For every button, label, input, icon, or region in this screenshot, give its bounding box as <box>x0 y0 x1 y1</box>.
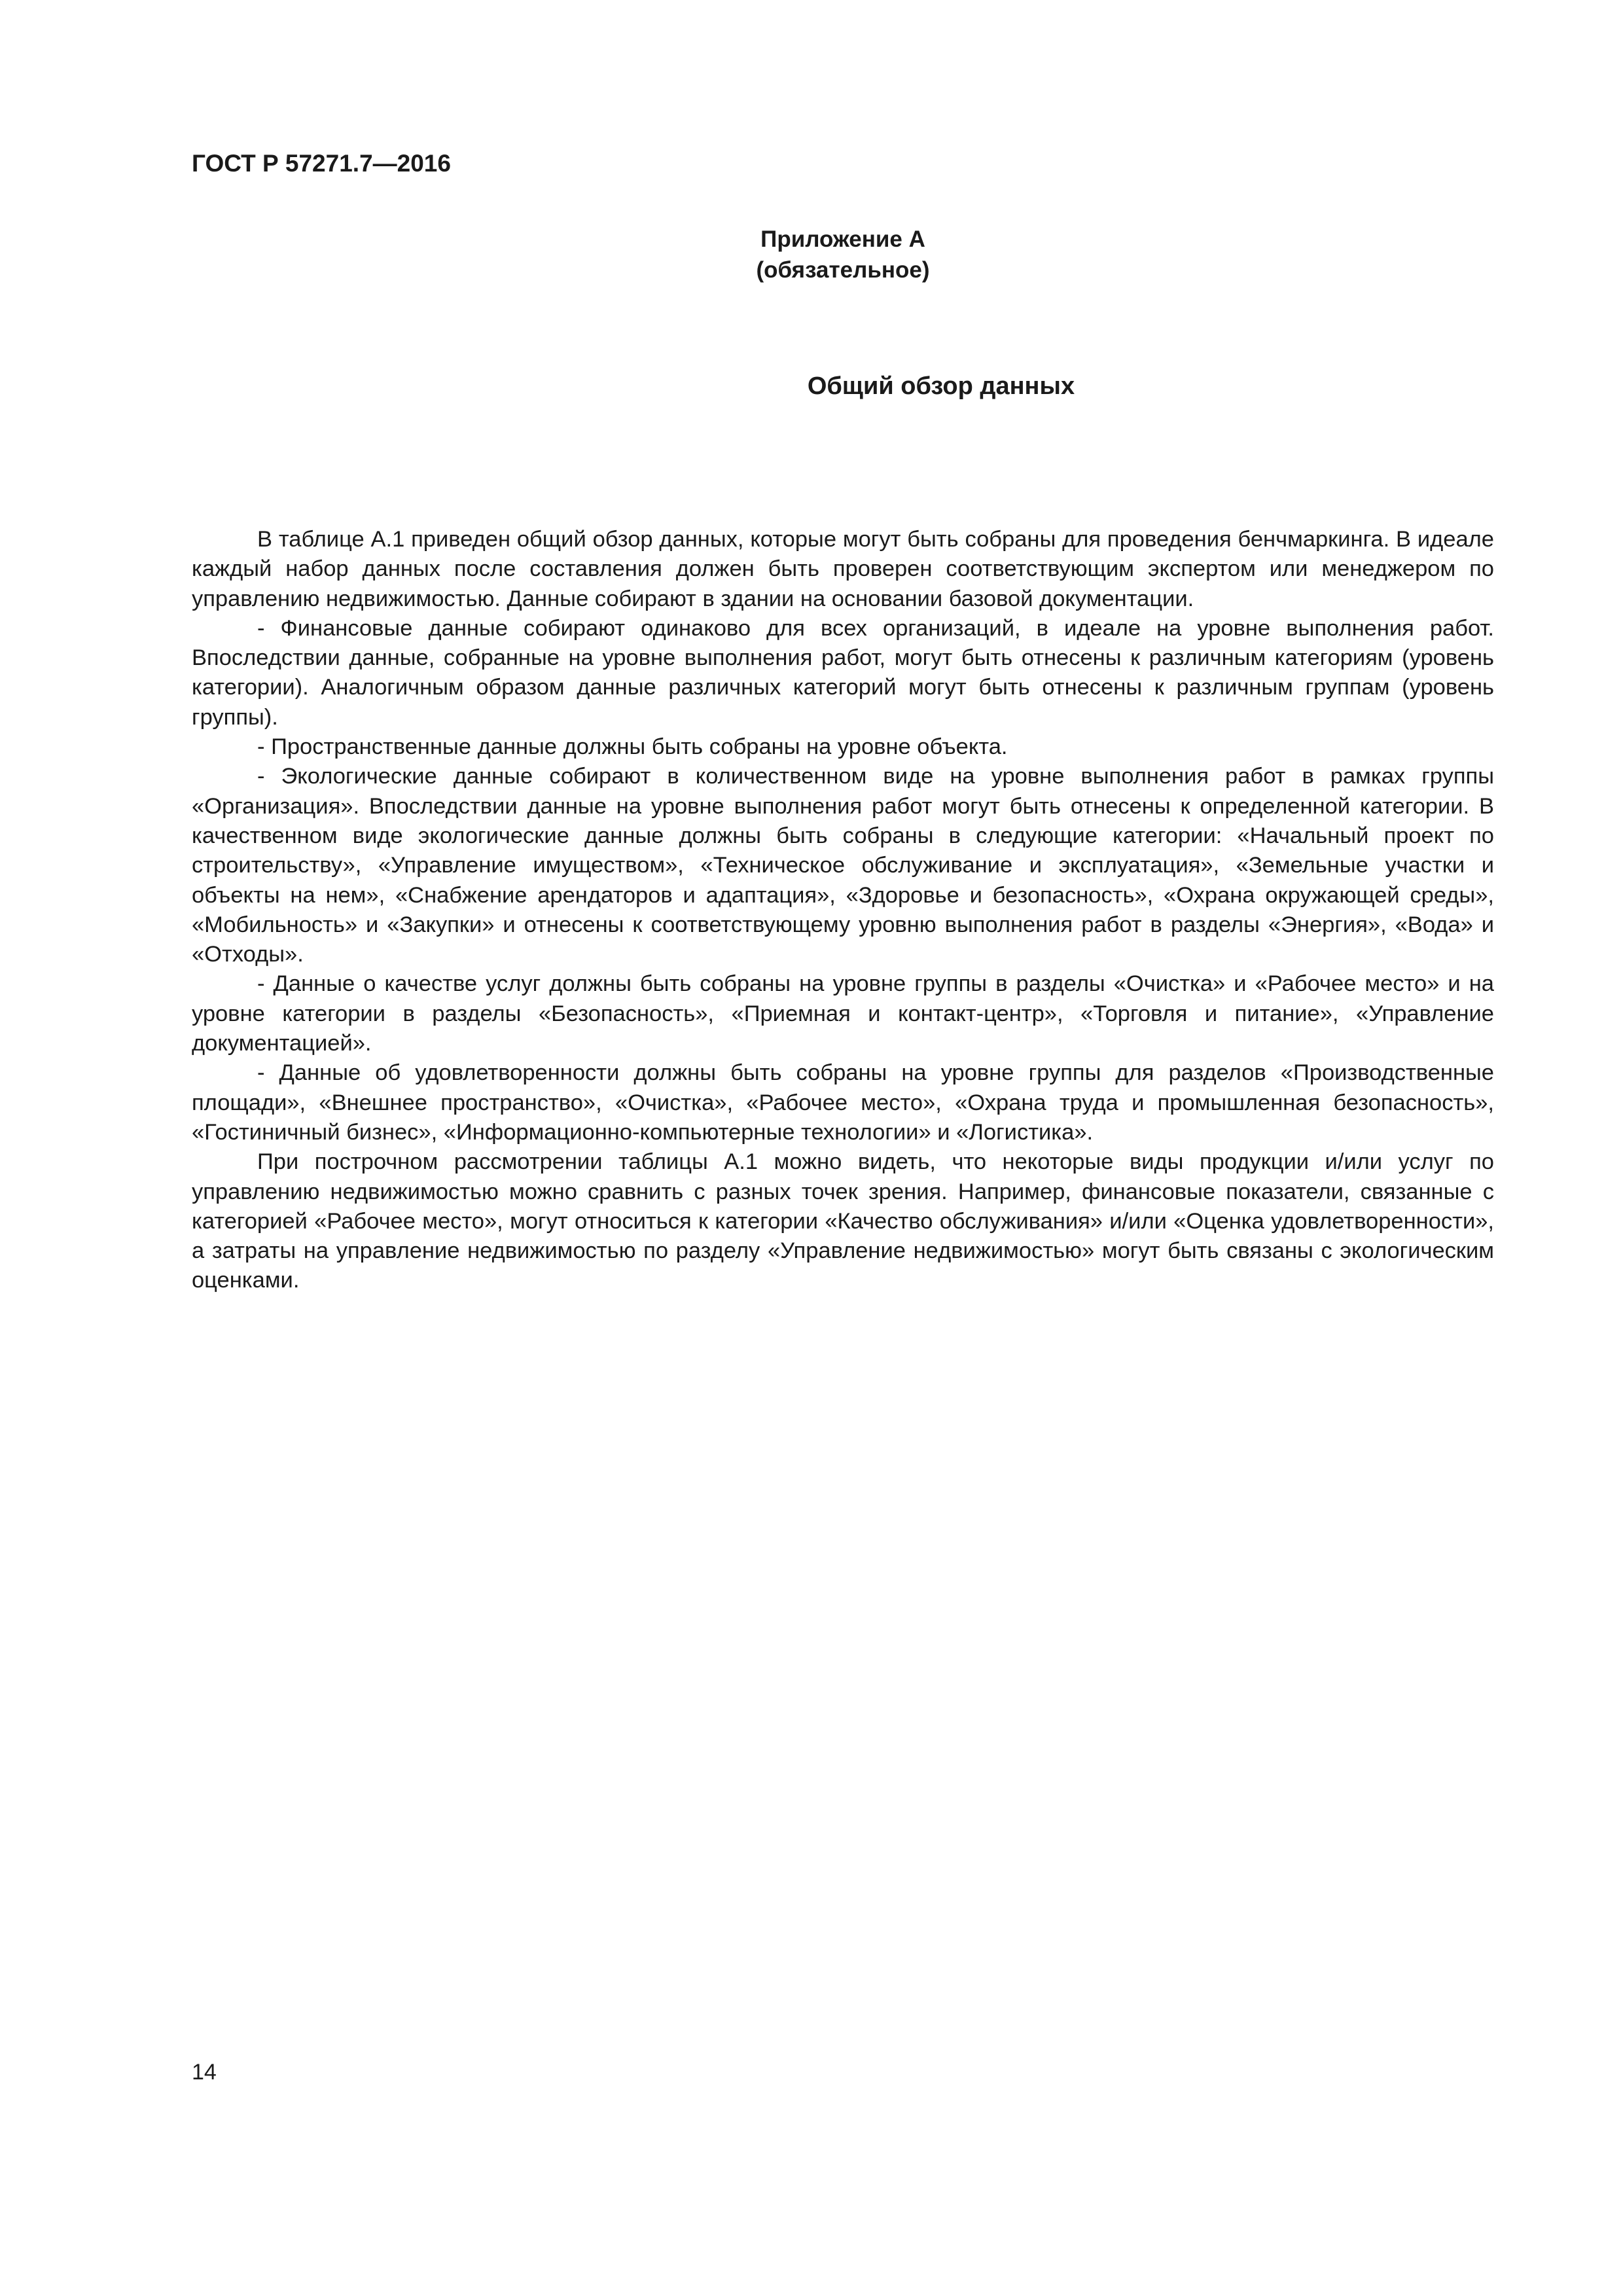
paragraph-financial-data: - Финансовые данные собирают одинаково для всех организаций, в идеале на уровне выполнения работ. Впоследствии данные, собранные на уровне выполнения работ, могут быть отнесены к различным категориям (уровень категории). Аналогичным образом данные различных категорий могут быть отнесены к различным группам (уровень группы). <box>192 615 1494 730</box>
body-text <box>192 525 1494 1296</box>
standard-code: ГОСТ Р 57271.7—2016 <box>192 150 451 177</box>
paragraph-intro: В таблице А.1 приведен общий обзор данных, которые могут быть собраны для проведения бенчмаркинга. В идеале каждый набор данных после составления должен быть проверен соответствующим экспертом или менеджером по управлению недвижимостью. Данные собирают в здании на основании базовой документации. <box>192 527 1494 611</box>
paragraph-service-quality-data: - Данные о качестве услуг должны быть собраны на уровне группы в разделы «Очистка» и «Рабочее место» и на уровне категории в разделы «Безопасность», «Приемная и контакт-центр», «Торговля и питание», «Управление документацией». <box>192 971 1494 1056</box>
appendix-status: (обязательное) <box>756 257 930 283</box>
paragraph-satisfaction-data: - Данные об удовлетворенности должны быть собраны на уровне группы для разделов «Производственные площади», «Внешнее пространство», «Очистка», «Рабочее место», «Охрана труда и промышленная безопасность», «Гостиничный бизнес», «Информационно-компьютерные технологии» и «Логистика». <box>192 1060 1494 1145</box>
section-title: Общий обзор данных <box>807 372 1075 400</box>
paragraph-environmental-data: - Экологические данные собирают в количественном виде на уровне выполнения работ в рамках группы «Организация». Впоследствии данные на уровне выполнения работ могут быть отнесены к определенной категории. В качественном виде экологические данные должны быть собраны в следующие категории: «Начальный проект по строительству», «Управление имуществом», «Техническое обслуживание и эксплуатация», «Земельные участки и объекты на нем», «Снабжение арендаторов и адаптация», «Здоровье и безопасность», «Охрана окружающей среды», «Мобильность» и «Закупки» и отнесены к соответствующему уровню выполнения работ в разделы «Энергия», «Вода» и «Отходы». <box>192 764 1494 967</box>
page-number: 14 <box>192 2060 217 2085</box>
paragraph-row-analysis: При построчном рассмотрении таблицы А.1 можно видеть, что некоторые виды продукции и/или услуг по управлению недвижимостью можно сравнить с разных точек зрения. Например, финансовые показатели, связанные с категорией «Рабочее место», могут относиться к категории «Качество обслуживания» и/или «Оценка удовлетворенности», а затраты на управление недвижимостью по разделу «Управление недвижимостью» могут быть связаны с экологическим оценками. <box>192 1149 1494 1293</box>
appendix-title: Приложение А <box>760 226 925 252</box>
paragraph-spatial-data: - Пространственные данные должны быть собраны на уровне объекта. <box>257 734 1008 760</box>
